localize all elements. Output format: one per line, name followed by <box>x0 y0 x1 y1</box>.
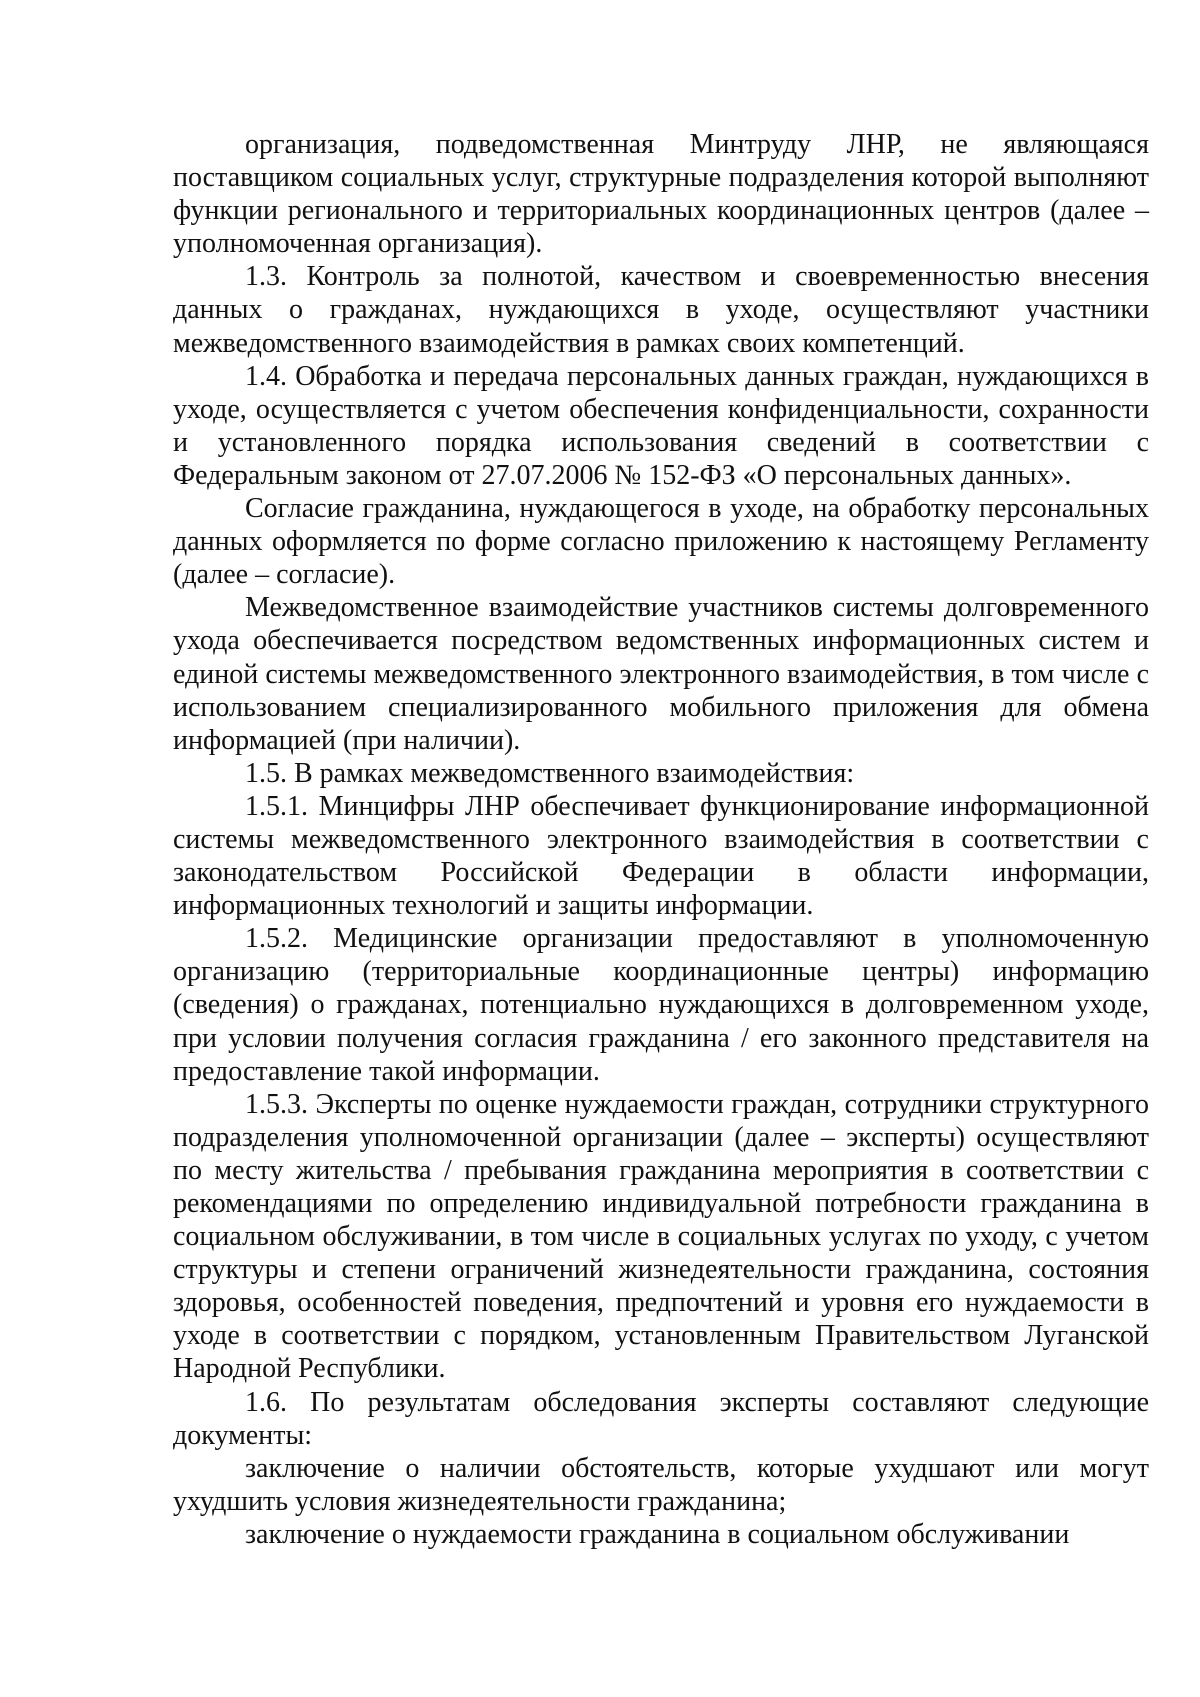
paragraph-1-5: 1.5. В рамках межведомственного взаимодействия: <box>245 757 855 789</box>
paragraph-1-5-3: 1.5.3. Эксперты по оценке нуждаемости граждан, сотрудники структурного подразделения уполномоченной организации (далее – эксперты) осуществляют по месту жительства / пребывания гражданина мероприятия в соответствии с рекомендациями по определению индивидуальной потребности гражданина в социальном обслуживании, в том числе в социальных услугах по уходу, с учетом структуры и степени ограничений жизнедеятельности гражданина, состояния здоровья, особенностей поведения, предпочтений и уровня его нуждаемости в уходе в соответствии с порядком, установленным Правительством Луганской Народной Республики. <box>173 1088 1149 1385</box>
paragraph-1-3: 1.3. Контроль за полнотой, качеством и своевременностью внесения данных о гражданах, нуждающихся в уходе, осуществляют участники межведомственного взаимодействия в рамках своих компетенций. <box>173 261 1149 359</box>
paragraph-interagency-interaction: Межведомственное взаимодействие участников системы долговременного ухода обеспечивается посредством ведомственных информационных систем и единой системы межведомственного электронного взаимодействия, в том числе с использованием специализированного мобильного приложения для обмена информацией (при наличии). <box>173 592 1149 756</box>
paragraph-authorized-organization: организация, подведомственная Минтруду ЛНР, не являющаяся поставщиком социальных услуг, структурные подразделения которой выполняют функции регионального и территориальных координационных центров (далее – уполномоченная организация). <box>173 129 1149 260</box>
paragraph-consent: Согласие гражданина, нуждающегося в уходе, на обработку персональных данных оформляется по форме согласно приложению к настоящему Регламенту (далее – согласие). <box>173 493 1149 591</box>
paragraph-conclusion-need: заключение о нуждаемости гражданина в социальном обслуживании <box>245 1518 1070 1550</box>
paragraph-1-4: 1.4. Обработка и передача персональных данных граждан, нуждающихся в уходе, осуществляется с учетом обеспечения конфиденциальности, сохранности и установленного порядка использования сведений в соответствии с Федеральным законом от 27.07.2006 № 152-ФЗ «О персональных данных». <box>173 360 1149 491</box>
document-body <box>173 128 1149 1551</box>
paragraph-1-5-2: 1.5.2. Медицинские организации предоставляют в уполномоченную организацию (территориальные координационные центры) информацию (сведения) о гражданах, потенциально нуждающихся в долговременном уходе, при условии получения согласия гражданина / его законного представителя на предоставление такой информации. <box>173 923 1149 1087</box>
paragraph-1-6: 1.6. По результатам обследования эксперты составляют следующие документы: <box>173 1386 1149 1451</box>
paragraph-conclusion-circumstances: заключение о наличии обстоятельств, которые ухудшают или могут ухудшить условия жизнедеятельности гражданина; <box>173 1452 1149 1517</box>
paragraph-1-5-1: 1.5.1. Минцифры ЛНР обеспечивает функционирование информационной системы межведомственного электронного взаимодействия в соответствии с законодательством Российской Федерации в области информации, информационных технологий и защиты информации. <box>173 790 1149 922</box>
